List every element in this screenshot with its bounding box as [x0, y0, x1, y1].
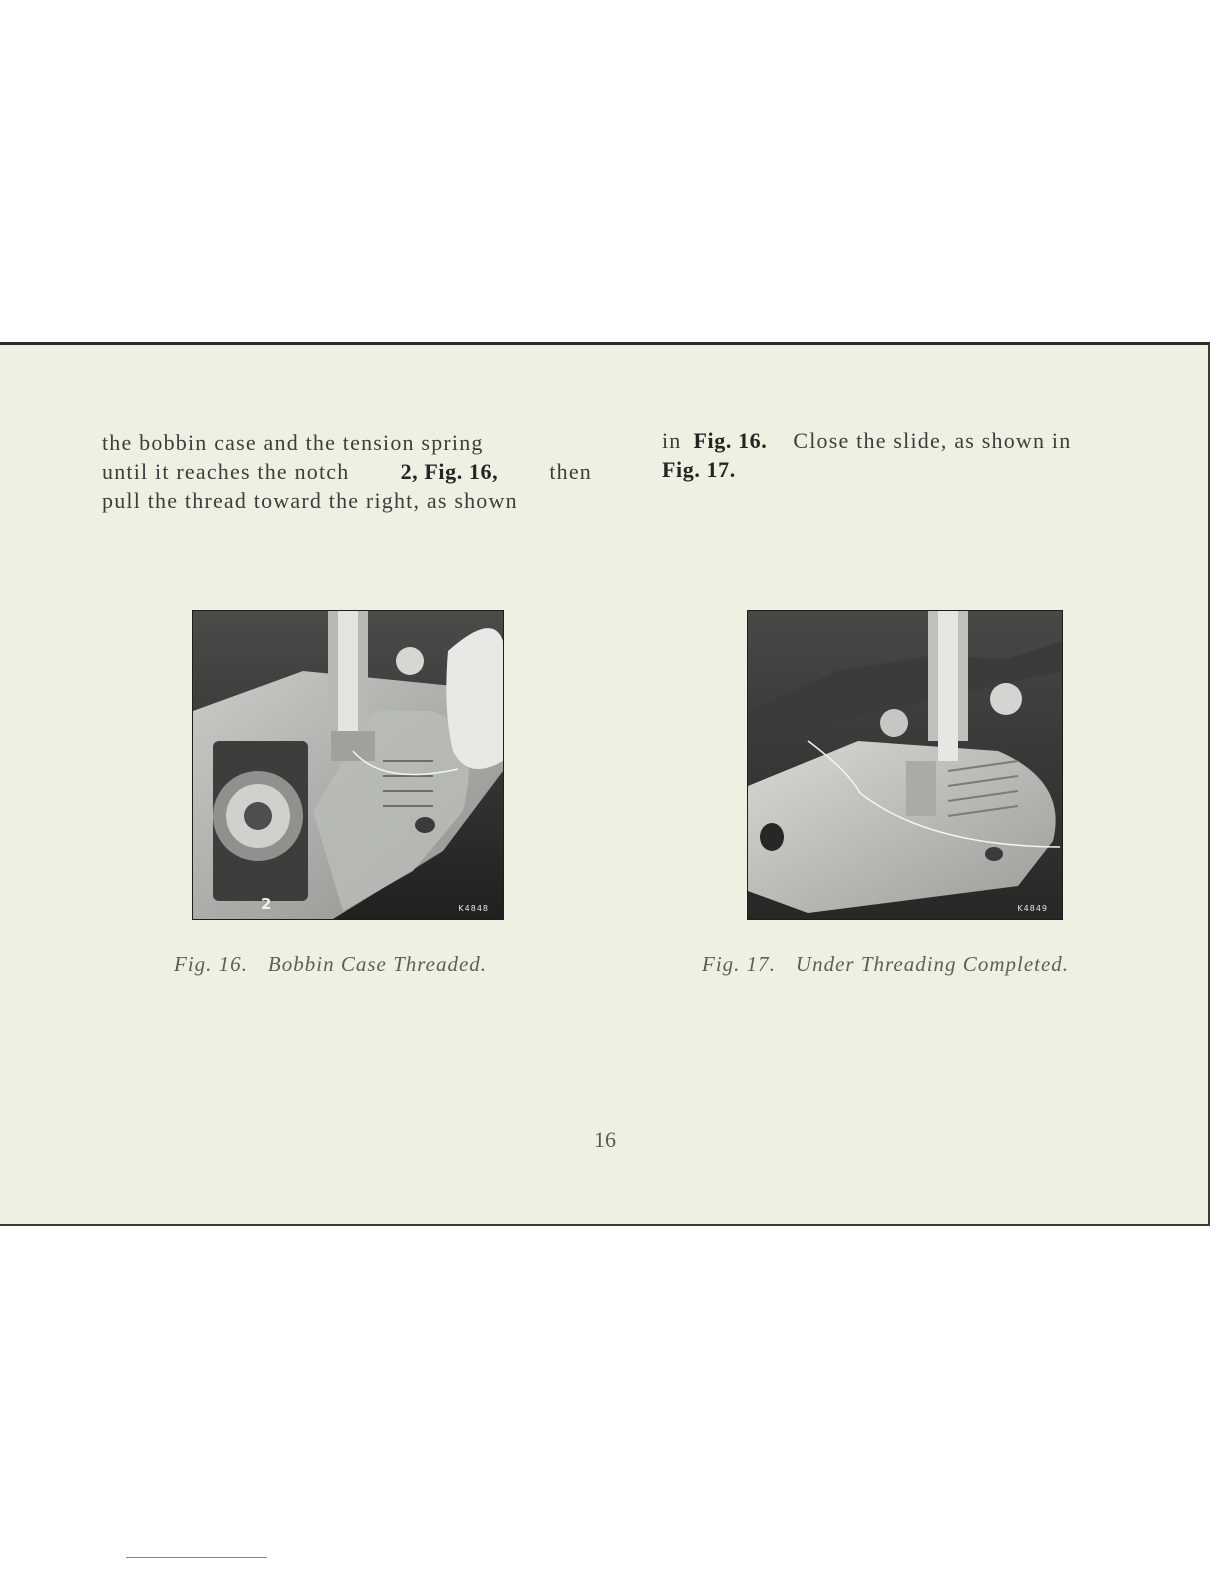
right-line-1-text-a: in	[662, 428, 682, 453]
right-line-1-bold-reference: Fig. 16.	[693, 428, 768, 453]
fig-16-photo-code: K4848	[458, 904, 489, 913]
fig-17-caption	[702, 952, 1069, 977]
left-line-2-text-b: then	[549, 459, 592, 484]
left-line-1	[102, 428, 592, 457]
sewing-machine-presser-foot-photo-icon	[748, 611, 1062, 919]
left-line-1-text: the bobbin case and the tension spring	[102, 430, 484, 455]
left-line-3-text: pull the thread toward the right, as shown	[102, 488, 518, 513]
left-line-3	[102, 486, 592, 515]
left-line-2-text-a: until it reaches the notch	[102, 459, 350, 484]
fig-16-title: Bobbin Case Threaded.	[267, 952, 488, 976]
right-line-2	[662, 455, 1154, 484]
fig-17-photo	[748, 611, 1062, 919]
right-line-2-bold-reference: Fig. 17.	[662, 457, 736, 482]
fig-16-caption	[174, 952, 487, 977]
fig-16-number: Fig. 16.	[174, 952, 248, 976]
fig-17-title: Under Threading Completed.	[795, 952, 1070, 976]
right-line-1	[662, 426, 1154, 455]
fig-16-photo	[193, 611, 503, 919]
scanned-page	[0, 342, 1210, 1226]
footnote-rule	[126, 1557, 267, 1558]
left-column-paragraph	[102, 428, 592, 515]
left-line-2	[102, 457, 592, 486]
fig-17-photo-code: K4849	[1017, 904, 1048, 913]
right-line-1-text-b: Close the slide, as shown in	[793, 428, 1072, 453]
fig-16-callout: 2	[261, 895, 272, 913]
right-column-paragraph	[662, 426, 1154, 484]
sewing-machine-bobbin-photo-icon	[193, 611, 503, 919]
page-number: 16	[594, 1127, 616, 1152]
fig-17-number: Fig. 17.	[702, 952, 776, 976]
left-line-2-bold-reference: 2, Fig. 16,	[400, 459, 499, 484]
